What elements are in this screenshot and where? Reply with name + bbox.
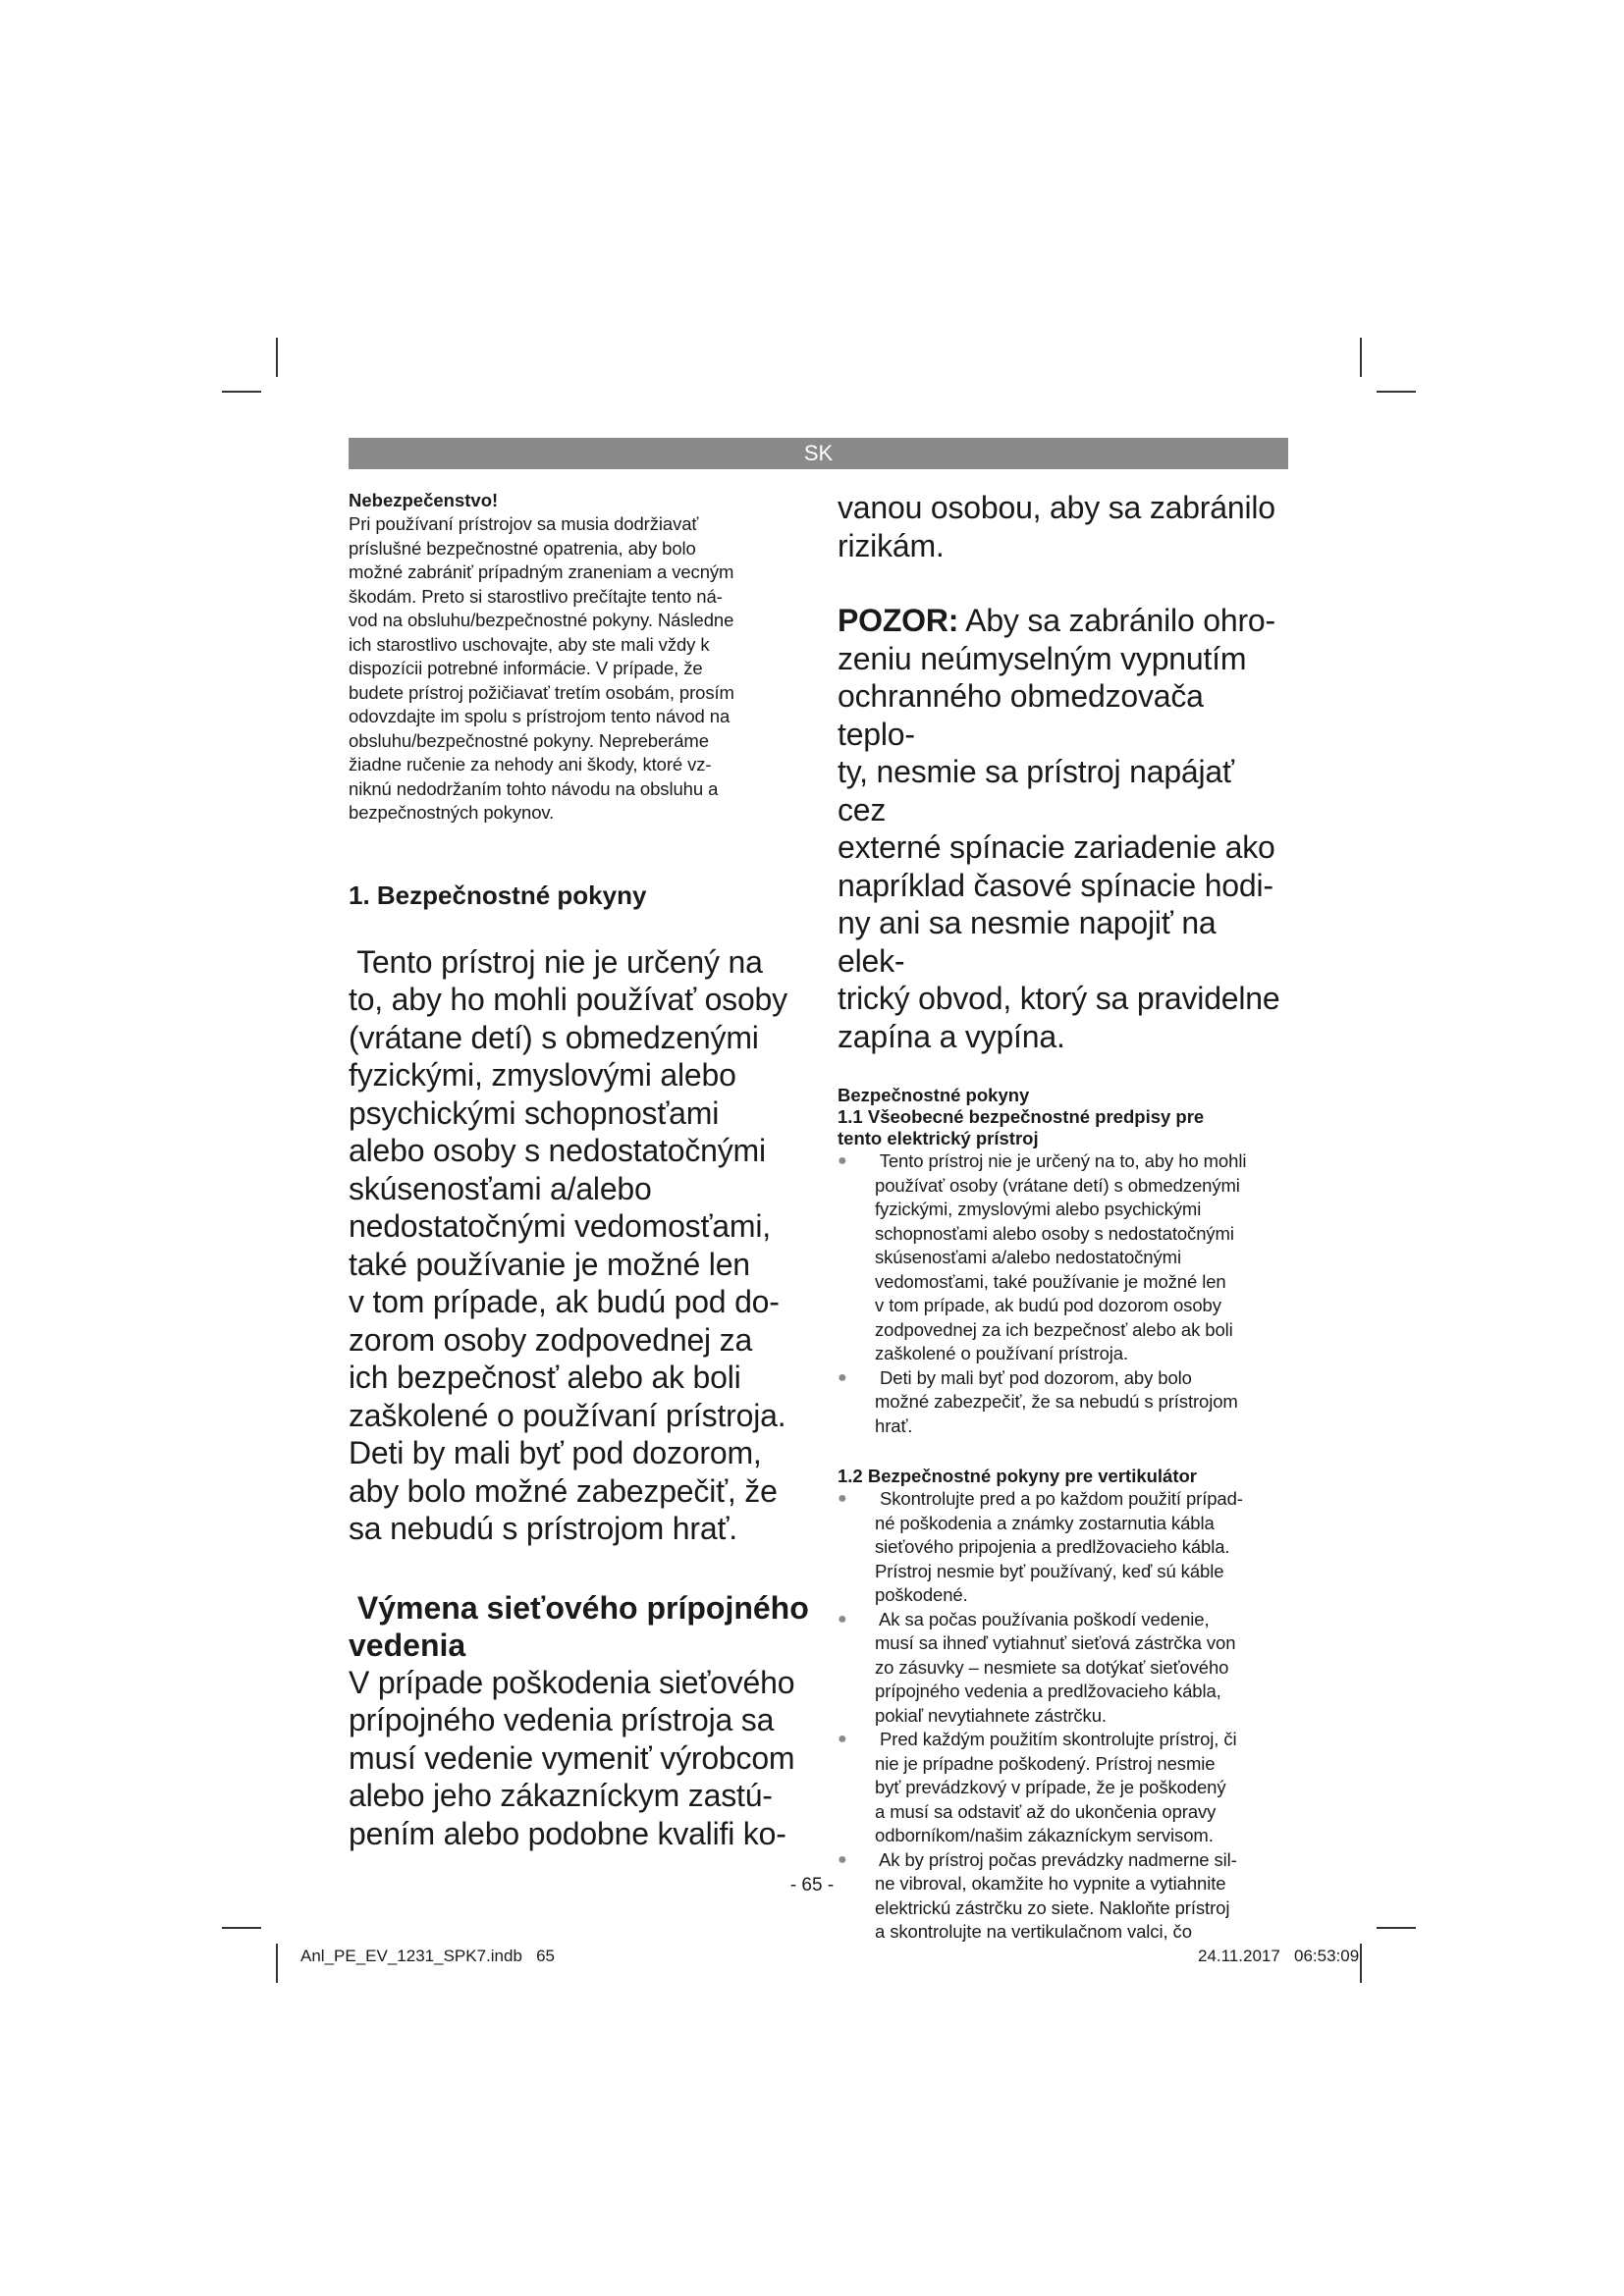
- crop-mark: [222, 1927, 261, 1929]
- subsection-title-1-1: 1.1 Všeobecné bezpečnostné predpisy pre: [838, 1106, 1205, 1127]
- list-1-1: [838, 1149, 1289, 1438]
- bullet-icon: ●: [838, 1368, 847, 1386]
- warning-paragraph: POZOR: Aby sa zabránilo ohro- zeniu neúmyselným vypnutím ochranného obmedzovača teplo- ty, nesmie sa prístroj napájať cez externé spínacie zariadenie ako napríklad časové spínacie hodi- ny ani sa nesmie napojiť na elek- trický obvod, ktorý sa pravidelne zapína a vypína.: [838, 603, 1280, 1054]
- crop-mark: [276, 338, 278, 377]
- replacement-title: Výmena sieťového prípojného vedenia: [349, 1589, 809, 1663]
- continued-paragraph: vanou osobou, aby sa zabránilo rizikám.: [838, 490, 1275, 563]
- safety-heading: Bezpečnostné pokyny: [838, 1085, 1030, 1105]
- warning-label: POZOR:: [838, 603, 959, 638]
- file-name: Anl_PE_EV_1231_SPK7.indb 65: [300, 1947, 555, 1965]
- bullet-icon: ●: [838, 1850, 847, 1868]
- list-item: ● Skontrolujte pred a po každom použití prípad- né poškodenia a známky zostarnutia kábla sieťového pripojenia a predlžovacieho kábla. Prístroj nesmie byť používaný, keď sú káble poškodené.: [838, 1488, 1243, 1605]
- section-title: 1. Bezpečnostné pokyny: [349, 880, 647, 910]
- danger-title: Nebezpečenstvo!: [349, 490, 499, 510]
- left-column: [349, 489, 809, 1852]
- page-number: - 65 -: [789, 1875, 835, 1896]
- crop-mark: [276, 1944, 278, 1983]
- subsection-title-1-2: 1.2 Bezpečnostné pokyny pre vertikulátor: [838, 1466, 1198, 1486]
- crop-mark: [1360, 338, 1362, 377]
- crop-mark: [1377, 391, 1416, 393]
- bullet-icon: ●: [838, 1731, 847, 1747]
- right-column: vanou osobou, aby sa zabránilo rizikám. POZOR: Aby sa zabránilo ohro- zeniu neúmyselným vypnutím ochranného obmedzovača teplo- ty, nesmie sa prístroj napájať cez externé spínacie zariadenie ako napríklad časové spínacie hodi- ny ani sa nesmie napojiť na elek- trický obvod, ktorý sa pravidelne zapína a vypína. Bezpečnostné pokyny 1.1 Všeobecné bezpečnostné predpisy pre tento elektrický prístroj ● Tento prístroj nie je určený na to, aby ho mohli používať osoby (vrátane detí) s obmedzenými fyzickými, zmyslovými alebo psychickými schopnosťami alebo osoby s nedostatočnými skúsenosťami a/alebo nedostatočnými vedomosťami, také používanie je možné len v tom prípade, ak budú pod dozorom osoby zodpovednej za ich bezpečnosť alebo ak boli zaškolené o používaní prístroja. ● Deti by mali byť pod dozorom, aby bolo možné zabezpečiť, že sa nebudú s prístrojom hrať. 1.2 Bezpečnostné pokyny pre vertikulátor ● Skontrolujte pred a po každom použití prípad- né poškodenia a známky zostarnutia kábla sieťového pripojenia a predlžovacieho kábla. Prístroj nesmie byť používaný, keď sú káble poškodené. ● Ak sa počas používania poškodí vedenie, musí sa ihneď vytiahnuť sieťová zástrčka von zo zásuvky – nesmiete sa dotýkať sieťového prípojného vedenia a predlžovacieho kábla, pokiaľ nevytiahnete zástrčku. ● Pred každým použitím skontrolujte prístroj, či nie je prípadne poškodený. Prístroj nesmie byť prevádzkový v prípade, že je poškodený a musí sa odstaviť až do ukončenia opravy odborníkom/našim zákazníckym servisom. ● Ak by prístroj počas prevádzky nadmerne sil- ne vibroval, okamžite ho vypnite a vytiahnite elektrickú zástrčku zo siete. Nakloňte prístroj a skontrolujte na vertikulačnom valci, čo: [838, 489, 1289, 1945]
- list-item: ● Tento prístroj nie je určený na to, aby ho mohli používať osoby (vrátane detí) s obmedzenými fyzickými, zmyslovými alebo psychickými schopnosťami alebo osoby s nedostatočnými skúsenosťami a/alebo nedostatočnými vedomosťami, také používanie je možné len v tom prípade, ak budú pod dozorom osoby zodpovednej za ich bezpečnosť alebo ak boli zaškolené o používaní prístroja.: [838, 1150, 1247, 1363]
- bullet-icon: ●: [838, 1610, 847, 1628]
- language-header: SK: [349, 438, 1288, 469]
- list-item: ● Ak by prístroj počas prevádzky nadmerne sil- ne vibroval, okamžite ho vypnite a vytiahnite elektrickú zástrčku zo siete. Nakloňte prístroj a skontrolujte na vertikulačnom valci, čo: [838, 1848, 1237, 1942]
- list-item: ● Ak sa počas používania poškodí vedenie, musí sa ihneď vytiahnuť sieťová zástrčka von zo zásuvky – nesmiete sa dotýkať sieťového prípojného vedenia a predlžovacieho kábla, pokiaľ nevytiahnete zástrčku.: [838, 1608, 1236, 1726]
- list-item: ● Deti by mali byť pod dozorom, aby bolo možné zabezpečiť, že sa nebudú s prístrojom hrať.: [838, 1366, 1238, 1436]
- section1-paragraph: Tento prístroj nie je určený na to, aby ho mohli používať osoby (vrátane detí) s obmedzenými fyzickými, zmyslovými alebo psychickými schopnosťami alebo osoby s nedostatočnými skúsenosťami a/alebo nedostatočnými vedomosťami, také používanie je možné len v tom prípade, ak budú pod do- zorom osoby zodpovednej za ich bezpečnosť alebo ak boli zaškolené o používaní prístroja. Deti by mali byť pod dozorom, aby bolo možné zabezpečiť, že sa nebudú s prístrojom hrať.: [349, 943, 787, 1546]
- crop-mark: [1360, 1944, 1362, 1983]
- crop-mark: [222, 391, 261, 393]
- bullet-icon: ●: [838, 1490, 847, 1507]
- list-item: ● Pred každým použitím skontrolujte prístroj, či nie je prípadne poškodený. Prístroj nesmie byť prevádzkový v prípade, že je poškodený a musí sa odstaviť až do ukončenia opravy odborníkom/našim zákazníckym servisom.: [838, 1729, 1237, 1845]
- bullet-icon: ●: [838, 1152, 847, 1169]
- crop-mark: [1377, 1927, 1416, 1929]
- replacement-paragraph: V prípade poškodenia sieťového prípojného vedenia prístroja sa musí vedenie vymeniť výrobcom alebo jeho zákazníckym zastú- pením alebo podobne kvalifi ko-: [349, 1664, 795, 1851]
- print-timestamp: 24.11.2017 06:53:09: [1198, 1947, 1360, 1965]
- danger-paragraph: Pri používaní prístrojov sa musia dodržiavať príslušné bezpečnostné opatrenia, aby bolo možné zabrániť prípadným zraneniam a vecným škodám. Preto si starostlivo prečítajte tento ná- vod na obsluhu/bezpečnostné pokyny. Následne ich starostlivo uschovajte, aby ste mali vždy k dispozícii potrebné informácie. V prípade, že budete prístroj požičiavať tretím osobám, prosím odovzdajte im spolu s prístrojom tento návod na obsluhu/bezpečnostné pokyny. Nepreberáme žiadne ručenie za nehody ani škody, ktoré vz- niknú nedodržaním tohto návodu na obsluhu a bezpečnostných pokynov.: [349, 513, 734, 823]
